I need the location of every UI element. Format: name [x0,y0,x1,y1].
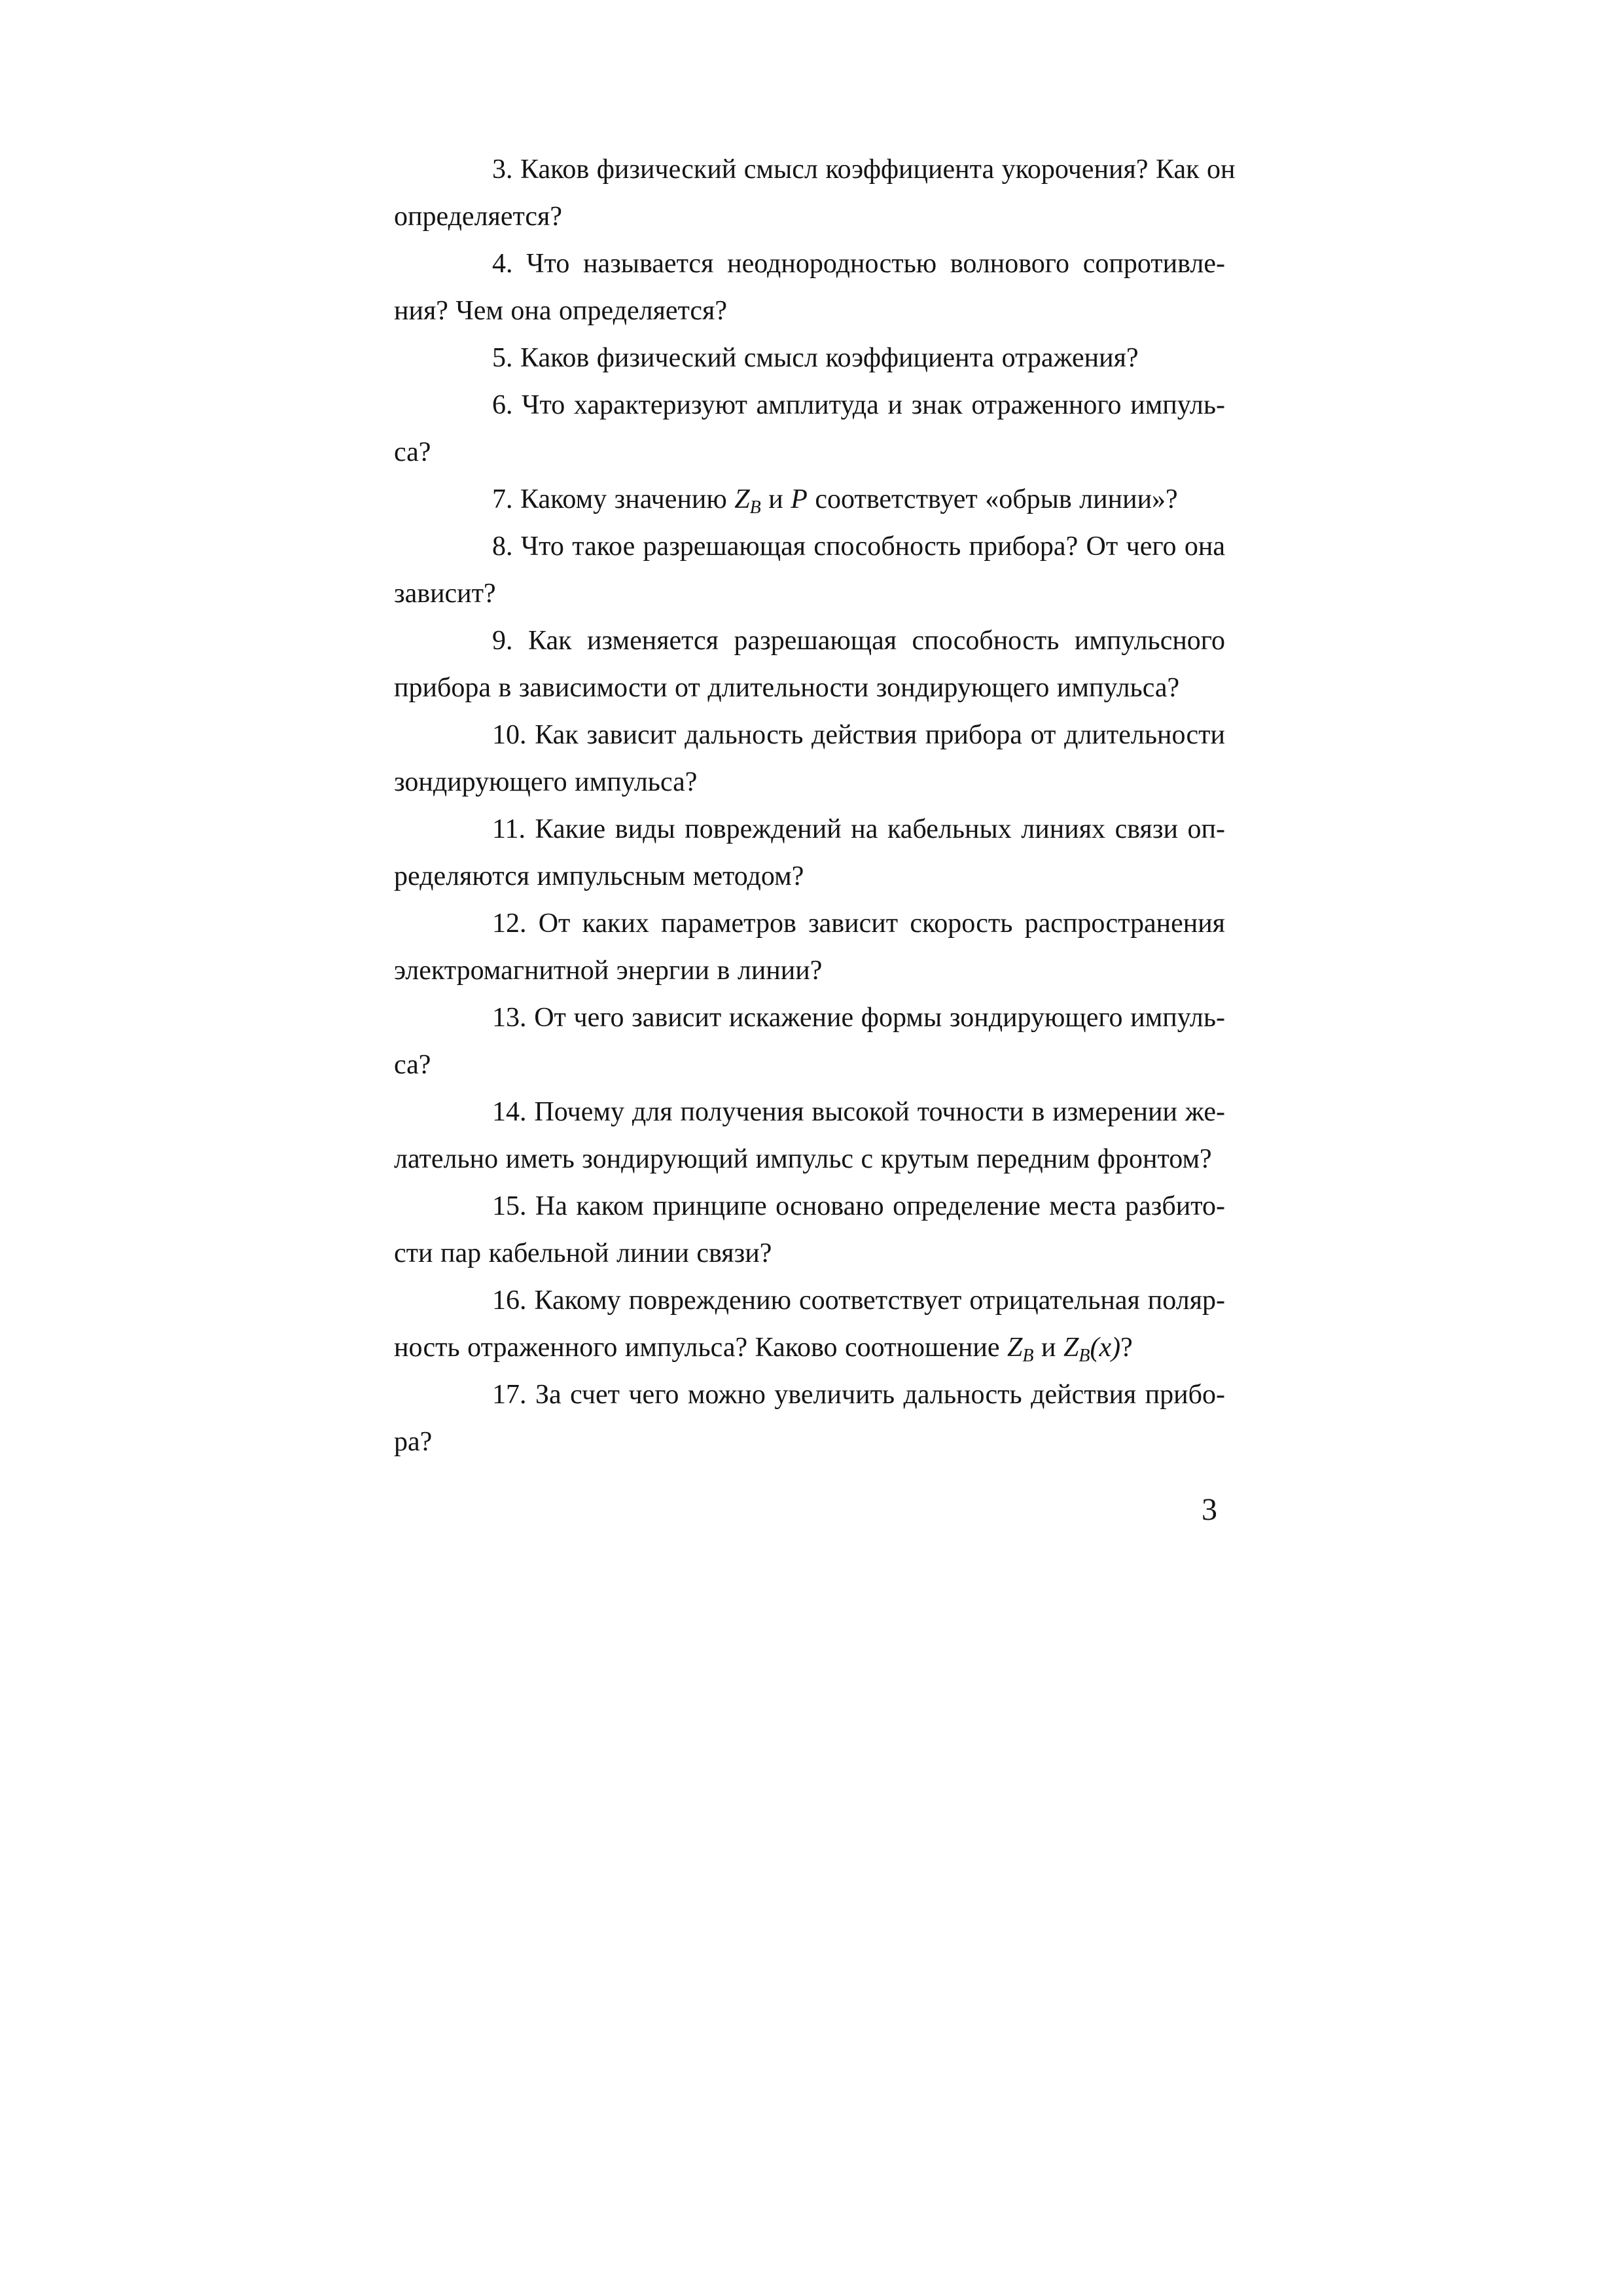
question-line: 5. Каков физический смысл коэффициента отражения? [492,343,1139,373]
question-line: са? [394,1050,431,1080]
question-8 [394,523,1225,617]
question-11 [394,806,1225,900]
question-line: зондирующего импульса? [394,767,698,797]
question-9 [394,617,1225,711]
question-4 [394,240,1225,334]
question-15 [394,1183,1225,1277]
impedance-symbol [1007,1333,1034,1366]
question-17 [394,1371,1225,1465]
question-line: электромагнитной энергии в линии? [394,956,823,986]
question-line: 17. За счет чего можно увеличить дальность действия прибо- [492,1380,1225,1410]
question-line: 14. Почему для получения высокой точности в измерении же- [492,1097,1225,1127]
questions-list [394,146,1236,1465]
symbol-subscript: B [749,497,761,518]
question-7 [394,476,1225,523]
question-line: 11. Какие виды повреждений на кабельных линиях связи оп- [492,814,1225,844]
impedance-symbol [734,484,761,518]
question-line: 15. На каком принципе основано определение места разбито- [492,1191,1225,1221]
question-line: ра? [394,1427,433,1457]
text-run: и [1033,1333,1063,1363]
question-line: 6. Что характеризуют амплитуда и знак отраженного импуль- [492,390,1225,420]
symbol-subscript: B [1079,1346,1090,1366]
question-3 [394,146,1236,240]
question-12 [394,900,1225,994]
question-13 [394,994,1225,1088]
question-6 [394,382,1225,476]
question-line: са? [394,437,431,467]
text-run: ? [1120,1333,1133,1363]
question-line: сти пар кабельной линии связи? [394,1238,772,1268]
text-run: 7. Какому значению [492,484,735,514]
question-line: 12. От каких параметров зависит скорость распространения [492,908,1225,939]
question-line [394,476,1225,523]
question-line: 10. Как зависит дальность действия прибора от длительности [492,720,1225,750]
question-line: определяется? [394,202,562,232]
symbol-subscript: B [1022,1346,1034,1366]
text-run: соответствует «обрыв линии»? [807,484,1178,514]
symbol-letter: Z [1063,1333,1079,1363]
question-line: 9. Как изменяется разрешающая способность импульсного [492,626,1225,656]
question-14 [394,1088,1225,1183]
text-run: и [760,484,791,514]
question-5 [394,334,1225,382]
page-number: 3 [1202,1492,1217,1527]
impedance-function-symbol [1063,1333,1121,1366]
question-line: 4. Что называется неоднородностью волнового сопротивле- [492,249,1225,279]
question-line: 16. Какому повреждению соответствует отрицательная поляр- [492,1285,1225,1316]
question-line: ния? Чем она определяется? [394,296,728,326]
question-line: ределяются импульсным методом? [394,861,804,891]
question-line: 8. Что такое разрешающая способность прибора? От чего она [492,531,1225,562]
reflection-symbol: P [791,484,808,514]
question-line: прибора в зависимости от длительности зондирующего импульса? [394,673,1180,703]
question-line: 13. От чего зависит искажение формы зондирующего импуль- [492,1003,1225,1033]
question-line: зависит? [394,579,496,609]
symbol-argument: (x) [1090,1333,1121,1363]
symbol-letter: Z [734,484,750,514]
question-line: лательно иметь зондирующий импульс с крутым передним фронтом? [394,1144,1212,1174]
question-line [394,1324,1225,1371]
question-10 [394,711,1225,806]
question-16 [394,1277,1225,1371]
text-run: ность отраженного импульса? Каково соотношение [394,1333,1008,1363]
question-line: 3. Каков физический смысл коэффициента укорочения? Как он [492,154,1236,185]
symbol-letter: Z [1007,1333,1023,1363]
